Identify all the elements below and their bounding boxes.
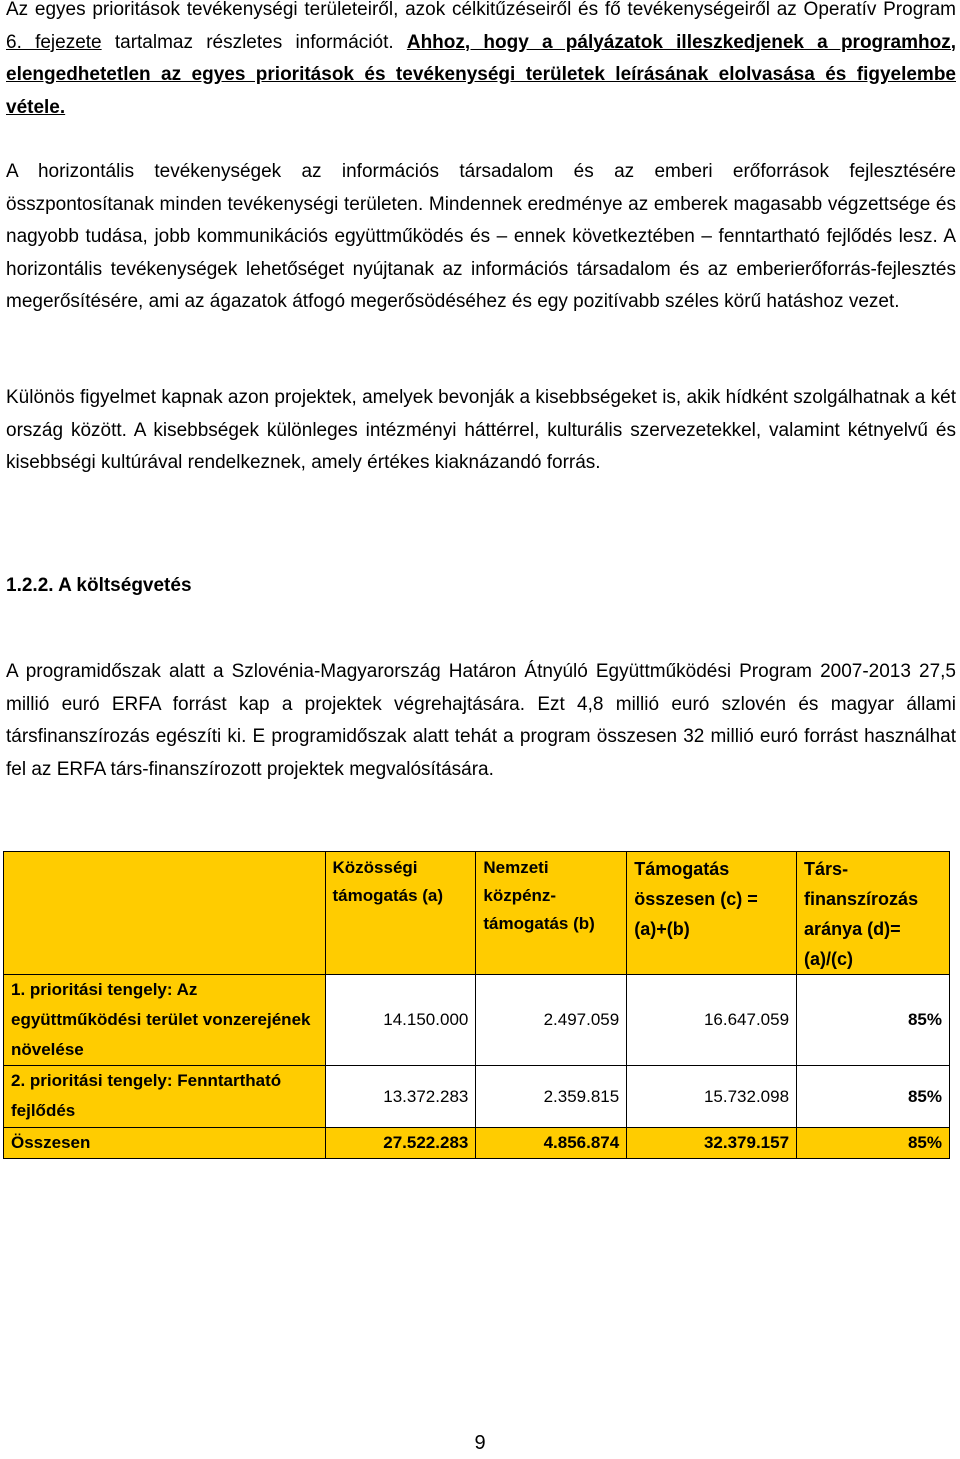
cell-b: 2.359.815 [476,1066,627,1128]
table-header-empty [4,852,326,975]
cell-a: 14.150.000 [325,975,476,1066]
intro-paragraph [6,0,956,124]
chapter-link[interactable]: 6. fejezete [6,31,102,53]
row-label: 2. prioritási tengely: Fenntartható fejlődés [4,1066,326,1128]
row-label: 1. prioritási tengely: Az együttműködési terület vonzerejének növelése [4,975,326,1066]
total-c: 32.379.157 [627,1128,797,1159]
intro-text-2: tartalmaz részletes információt. [101,31,407,53]
cell-d: 85% [797,1066,950,1128]
intro-text: Az egyes prioritások tevékenységi területeiről, azok célkitűzéseiről és fő tevékenységeiről az Operatív Program [6,0,956,20]
minorities-paragraph: Különös figyelmet kapnak azon projektek, amelyek bevonják a kisebbségeket is, akik hídként szolgálhatnak a két ország között. A kisebbségek különleges intézményi háttérrel, kulturális szervezetekkel, valamint kétnyelvű és kisebbségi kultúrával rendelkeznek, amely értékes kiaknázandó forrás. [6,387,956,473]
cell-c: 16.647.059 [627,975,797,1066]
header-cofinancing-ratio: Társ-finanszírozás aránya (d)= (a)/(c) [797,852,950,975]
total-row [4,1128,950,1159]
cell-b: 2.497.059 [476,975,627,1066]
section-title: 1.2.2. A költségvetés [6,575,192,596]
budget-table [3,851,950,1159]
budget-paragraph: A programidőszak alatt a Szlovénia-Magyarország Határon Átnyúló Együttműködési Program 2007-2013 27,5 millió euró ERFA forrást kap a projektek végrehajtására. Ezt 4,8 millió euró szlovén és magyar állami társfinanszírozás egészíti ki. E programidőszak alatt tehát a program összesen 32 millió euró forrást használhat fel az ERFA társ-finanszírozott projektek megvalósítására. [6,661,956,780]
cell-c: 15.732.098 [627,1066,797,1128]
cell-d: 85% [797,975,950,1066]
header-community-support: Közösségi támogatás (a) [325,852,476,975]
total-b: 4.856.874 [476,1128,627,1159]
total-d: 85% [797,1128,950,1159]
table-row [4,1066,950,1128]
header-total-support: Támogatás összesen (c) = (a)+(b) [627,852,797,975]
total-label: Összesen [4,1128,326,1159]
header-national-support: Nemzeti közpénz-támogatás (b) [476,852,627,975]
cell-a: 13.372.283 [325,1066,476,1128]
total-a: 27.522.283 [325,1128,476,1159]
table-row [4,975,950,1066]
horizontal-activities-paragraph: A horizontális tevékenységek az információs társadalom és az emberi erőforrások fejlesztésére összpontosítanak minden tevékenységi területen. Mindennek eredménye az emberek magasabb végzettsége és nagyobb tudása, jobb kommunikációs együttműködés és – ennek következtében – fenntartható fejlődés lesz. A horizontális tevékenységek lehetőséget nyújtanak az információs társadalom és az emberierőforrás-fejlesztés megerősítésére, ami az ágazatok átfogó megerősödéséhez és egy pozitívabb széles körű hatáshoz vezet. [6,161,956,312]
page-number: 9 [474,1432,486,1454]
intro-bold-note: Ahhoz, hogy a pályázatok illeszkedjenek a programhoz, elengedhetetlen az egyes prioritások és tevékenységi területek leírásának elolvasása és figyelembe vétele. [6,31,957,118]
